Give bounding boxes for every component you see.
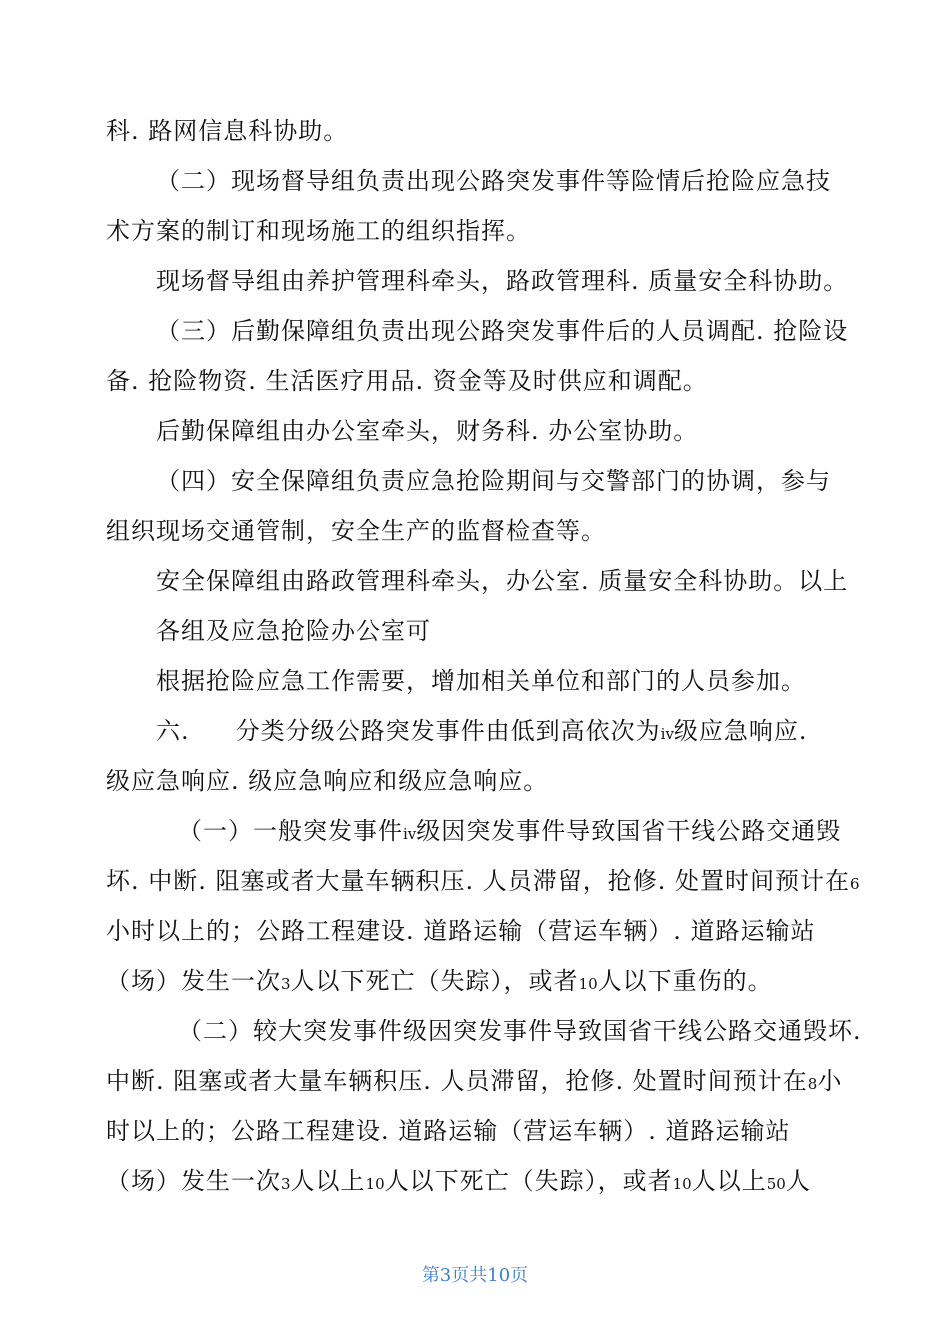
paragraph-line: 各组及应急抢险办公室可: [156, 617, 431, 645]
paragraph-line: 安全保障组由路政管理科牵头，办公室. 质量安全科协助。以上: [156, 567, 849, 595]
paragraph-line: （三）后勤保障组负责出现公路突发事件后的人员调配. 抢险设: [156, 317, 849, 345]
paragraph-line: 级应急响应. 级应急响应和级应急响应。: [106, 767, 549, 795]
paragraph-line: 科. 路网信息科协助。: [106, 117, 349, 145]
paragraph-line: 坏. 中断. 阻塞或者大量车辆积压. 人员滞留，抢修. 处置时间预计在6: [106, 867, 860, 895]
paragraph-line: （二）现场督导组负责出现公路突发事件等险情后抢险应急技: [156, 167, 831, 195]
paragraph-line: （场）发生一次3人以上10人以下死亡（失踪），或者10人以上50人: [106, 1167, 811, 1195]
paragraph-line: 现场督导组由养护管理科牵头，路政管理科. 质量安全科协助。: [156, 267, 849, 295]
paragraph-line: 时以上的；公路工程建设. 道路运输（营运车辆）. 道路运输站: [106, 1117, 791, 1145]
paragraph-line: 备. 抢险物资. 生活医疗用品. 资金等及时供应和调配。: [106, 367, 708, 395]
section-number: 六.: [156, 717, 190, 745]
paragraph-line: 中断. 阻塞或者大量车辆积压. 人员滞留，抢修. 处置时间预计在8小: [106, 1067, 843, 1095]
paragraph-line: （四）安全保障组负责应急抢险期间与交警部门的协调，参与: [156, 467, 831, 495]
paragraph-line: 术方案的制订和现场施工的组织指挥。: [106, 217, 531, 245]
page-number-footer: 第3页共10页: [421, 1265, 529, 1286]
paragraph-line: 后勤保障组由办公室牵头，财务科. 办公室协助。: [156, 417, 699, 445]
paragraph-line: 根据抢险应急工作需要，增加相关单位和部门的人员参加。: [156, 667, 806, 695]
paragraph-line: （二）较大突发事件级因突发事件导致国省干线公路交通毁坏.: [178, 1017, 862, 1045]
paragraph-line: 组织现场交通管制，安全生产的监督检查等。: [106, 517, 606, 545]
paragraph-line: （一）一般突发事件iv级因突发事件导致国省干线公路交通毁: [178, 817, 842, 845]
paragraph-line: 小时以上的；公路工程建设. 道路运输（营运车辆）. 道路运输站: [106, 917, 816, 945]
section-heading: 六. 分类分级公路突发事件由低到高依次为iv级应急响应.: [156, 717, 808, 745]
paragraph-line: （场）发生一次3人以下死亡（失踪），或者10人以下重伤的。: [106, 967, 773, 995]
